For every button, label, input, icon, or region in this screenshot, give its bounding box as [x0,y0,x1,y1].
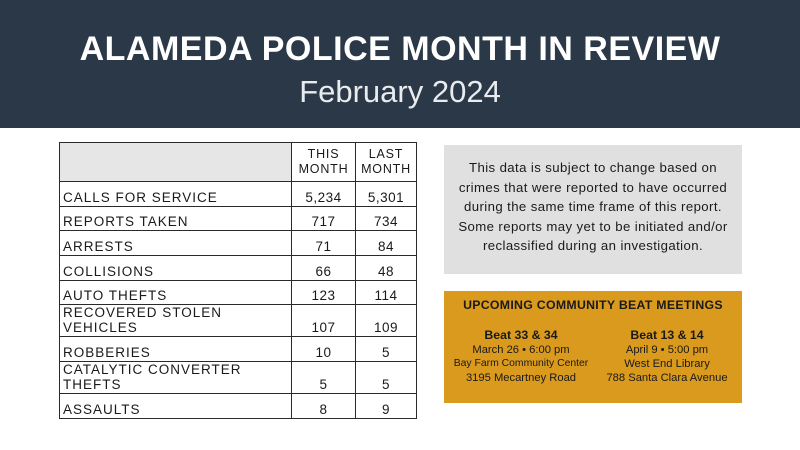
beat-datetime: April 9 • 5:00 pm [625,344,709,356]
row-label: AUTO THEFTS [60,280,292,305]
beat-venue: Bay Farm Community Center [453,358,589,369]
table-row [60,337,417,362]
beat-meeting-card [592,328,742,385]
this-month-value: 717 [292,206,356,231]
page-subtitle: February 2024 [299,74,501,109]
table-row [60,256,417,281]
column-header-line: MONTH [361,162,411,176]
beat-name: Beat 13 & 14 [630,328,704,342]
last-month-value: 9 [356,394,417,419]
page-title: ALAMEDA POLICE MONTH IN REVIEW [79,30,721,68]
row-label: COLLISIONS [60,256,292,281]
this-month-value: 5,234 [292,182,356,207]
column-header-this-month [292,143,356,182]
last-month-value: 114 [356,280,417,305]
table-row [60,394,417,419]
beat-address: 3195 Mecartney Road [465,372,577,384]
table-row [60,182,417,207]
beat-meetings-title: UPCOMING COMMUNITY BEAT MEETINGS [463,298,723,312]
beat-meeting-card [444,328,598,385]
last-month-value: 109 [356,305,417,337]
row-label: CALLS FOR SERVICE [60,182,292,207]
stats-table [59,142,417,419]
table-row [60,362,417,394]
last-month-value: 84 [356,231,417,256]
row-label: ASSAULTS [60,394,292,419]
this-month-value: 71 [292,231,356,256]
beat-address: 788 Santa Clara Avenue [606,372,728,384]
this-month-value: 66 [292,256,356,281]
last-month-value: 5,301 [356,182,417,207]
column-header-last-month [356,143,417,182]
last-month-value: 5 [356,337,417,362]
this-month-value: 10 [292,337,356,362]
beat-venue: West End Library [624,358,710,370]
beat-name: Beat 33 & 34 [484,328,558,342]
table-row [60,280,417,305]
header-banner [0,0,800,128]
last-month-value: 48 [356,256,417,281]
row-label: ROBBERIES [60,337,292,362]
this-month-value: 5 [292,362,356,394]
table-header-row [60,143,417,182]
row-label: REPORTS TAKEN [60,206,292,231]
this-month-value: 8 [292,394,356,419]
row-label: RECOVERED STOLEN VEHICLES [60,305,292,337]
disclaimer-box [444,145,742,274]
table-row [60,231,417,256]
column-header-line: MONTH [298,162,349,176]
row-label: ARRESTS [60,231,292,256]
beat-datetime: March 26 • 6:00 pm [472,344,570,356]
beat-meetings-box [444,291,742,403]
table-row [60,206,417,231]
column-header-line: LAST [368,147,404,161]
disclaimer-text: This data is subject to change based on crimes that were reported to have occurred during the same time frame of this report. Some reports may yet to be initiated and/or reclassified during an investigation. [458,160,728,253]
last-month-value: 5 [356,362,417,394]
header-blank-cell [60,143,292,182]
this-month-value: 123 [292,280,356,305]
last-month-value: 734 [356,206,417,231]
row-label: CATALYTIC CONVERTER THEFTS [60,362,292,394]
table-row [60,305,417,337]
column-header-line: THIS [307,147,340,161]
this-month-value: 107 [292,305,356,337]
